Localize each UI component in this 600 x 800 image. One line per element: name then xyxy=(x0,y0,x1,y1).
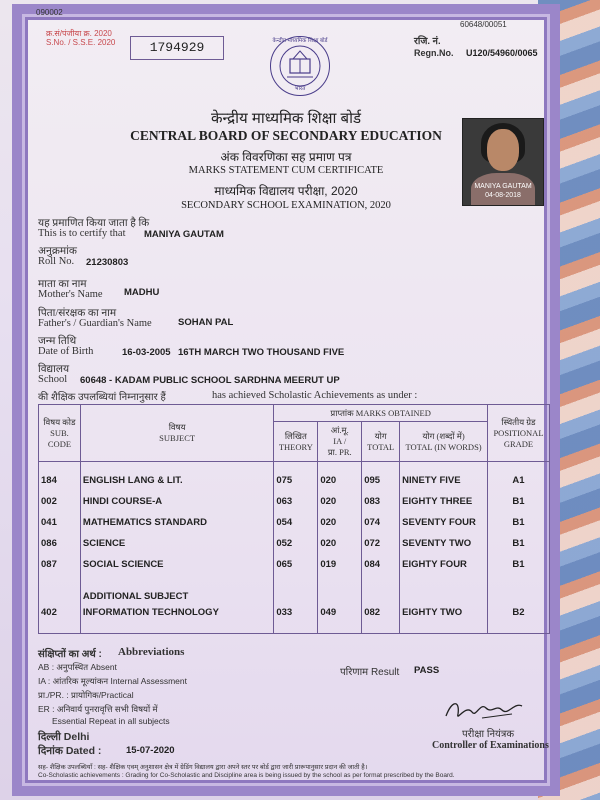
theory-marks: 033 xyxy=(274,602,318,623)
total-marks: 083 xyxy=(362,491,400,512)
achievement-intro-english: has achieved Scholastic Achievements as under : xyxy=(212,390,418,401)
ia-marks xyxy=(318,575,362,602)
father-label-english: Father's / Guardian's Name xyxy=(38,318,152,329)
positional-grade: B1 xyxy=(487,533,549,554)
total-in-words: SEVENTY TWO xyxy=(400,533,488,554)
regn-label-english: Regn.No. xyxy=(414,48,454,58)
positional-grade: A1 xyxy=(487,470,549,491)
father-label-hindi: पिता/संरक्षक का नाम xyxy=(38,308,117,319)
sub-code: 087 xyxy=(39,554,81,575)
table-row xyxy=(39,575,550,602)
controller-title-english: Controller of Examinations xyxy=(432,740,549,751)
controller-signature-icon xyxy=(442,694,532,724)
col-header-grade: स्थितीय ग्रेड POSITIONAL GRADE xyxy=(487,405,549,462)
photo-caption-name: MANIYA GAUTAM xyxy=(474,183,532,190)
roll-label-english: Roll No. xyxy=(38,256,75,267)
subject-name: SCIENCE xyxy=(80,533,273,554)
certify-label-hindi: यह प्रमाणित किया जाता है कि xyxy=(38,218,150,229)
theory-marks xyxy=(274,575,318,602)
abbr-absent: AB : अनुपस्थित Absent xyxy=(38,662,117,672)
seal-text: केन्द्रीय माध्यमिक शिक्षा बोर्ड xyxy=(272,38,328,44)
positional-grade: B1 xyxy=(487,512,549,533)
exam-name-hindi: माध्यमिक विद्यालय परीक्षा, 2020 xyxy=(214,184,358,198)
mother-label-english: Mother's Name xyxy=(38,289,103,300)
table-row xyxy=(39,533,550,554)
regn-label-hindi: रजि. नं. xyxy=(414,36,441,47)
total-in-words xyxy=(400,575,488,602)
col-header-marks-obtained: प्राप्तांक MARKS OBTAINED xyxy=(274,405,488,422)
serial-label-english: S.No. / S.S.E. 2020 xyxy=(46,38,116,47)
col-header-ia-pr: आं.मू. IA / प्रा. PR. xyxy=(318,422,362,462)
positional-grade: B1 xyxy=(487,491,549,512)
dob-label-hindi: जन्म तिथि xyxy=(38,336,77,347)
mother-name: MADHU xyxy=(124,287,160,298)
col-header-sub-code: विषय कोड SUB. CODE xyxy=(39,405,81,462)
table-row xyxy=(39,512,550,533)
ia-marks: 019 xyxy=(318,554,362,575)
abbreviations-title-english: Abbreviations xyxy=(118,646,185,658)
dob-in-words: 16TH MARCH TWO THOUSAND FIVE xyxy=(178,347,345,358)
abbr-internal-assessment: IA : आंतरिक मूल्यांकन Internal Assessment xyxy=(38,676,187,686)
subject-name: MATHEMATICS STANDARD xyxy=(80,512,273,533)
school-label-hindi: विद्यालय xyxy=(38,364,70,375)
theory-marks: 063 xyxy=(274,491,318,512)
abbr-essential-repeat: ER : अनिवार्य पुनरावृत्ति सभी विषयों में xyxy=(38,704,158,714)
serial-label-hindi: क्र.सं/पंजीया क्र. 2020 xyxy=(46,29,112,38)
table-row xyxy=(39,491,550,512)
serial-number: 1794929 xyxy=(130,36,224,60)
ia-marks: 020 xyxy=(318,470,362,491)
dob-label-english: Date of Birth xyxy=(38,346,94,357)
cbse-seal xyxy=(270,36,330,96)
abbr-practical: प्रा./PR. : प्रायोगिक/Practical xyxy=(38,690,134,700)
school-name: 60648 - KADAM PUBLIC SCHOOL SARDHNA MEERUT UP xyxy=(80,375,340,386)
sub-code: 184 xyxy=(39,470,81,491)
col-header-theory: लिखित THEORY xyxy=(274,422,318,462)
place-of-issue: दिल्ली Delhi xyxy=(38,731,90,743)
mother-label-hindi: माता का नाम xyxy=(38,279,87,290)
theory-marks: 065 xyxy=(274,554,318,575)
co-scholastic-note-english: Co-Scholastic achievements : Grading for Co-Scholastic and Discipline area is being issued by the school as per format prescribed by the Board. xyxy=(38,772,455,779)
total-marks: 072 xyxy=(362,533,400,554)
student-name: MANIYA GAUTAM xyxy=(144,229,224,240)
registration-number: U120/54960/0065 xyxy=(466,48,538,58)
sub-code: 041 xyxy=(39,512,81,533)
subject-name: ENGLISH LANG & LIT. xyxy=(80,470,273,491)
board-name-english: CENTRAL BOARD OF SECONDARY EDUCATION xyxy=(130,128,442,143)
school-label-english: School xyxy=(38,374,68,385)
col-header-total: योग TOTAL xyxy=(362,422,400,462)
total-in-words: NINETY FIVE xyxy=(400,470,488,491)
sub-code: 402 xyxy=(39,602,81,623)
positional-grade xyxy=(487,575,549,602)
total-in-words: EIGHTY THREE xyxy=(400,491,488,512)
roll-number: 21230803 xyxy=(86,257,129,268)
positional-grade: B2 xyxy=(487,602,549,623)
ia-marks: 020 xyxy=(318,512,362,533)
result-value: PASS xyxy=(414,665,440,676)
theory-marks: 054 xyxy=(274,512,318,533)
table-row xyxy=(39,602,550,623)
certificate-title-english: MARKS STATEMENT CUM CERTIFICATE xyxy=(188,165,384,176)
certificate-title-hindi: अंक विवरणिका सह प्रमाण पत्र xyxy=(220,150,352,164)
abbreviations-title-hindi: संक्षिप्तों का अर्थ : xyxy=(38,649,102,660)
issue-date: 15-07-2020 xyxy=(126,745,175,756)
photo-caption-date: 04-08-2018 xyxy=(485,192,521,199)
subject-name: HINDI COURSE-A xyxy=(80,491,273,512)
subject-name: INFORMATION TECHNOLOGY xyxy=(80,602,273,623)
ia-marks: 020 xyxy=(318,533,362,554)
total-in-words: EIGHTY FOUR xyxy=(400,554,488,575)
table-row xyxy=(39,470,550,491)
father-name: SOHAN PAL xyxy=(178,317,234,328)
total-marks: 095 xyxy=(362,470,400,491)
sub-code xyxy=(39,575,81,602)
board-name-hindi: केन्द्रीय माध्यमिक शिक्षा बोर्ड xyxy=(211,110,361,127)
achievement-intro-hindi: की शैक्षिक उपलब्धियां निम्नानुसार हैं xyxy=(38,392,166,403)
total-marks: 084 xyxy=(362,554,400,575)
exam-name-english: SECONDARY SCHOOL EXAMINATION, 2020 xyxy=(181,200,391,211)
sub-code: 002 xyxy=(39,491,81,512)
top-left-code: 090002 xyxy=(36,8,63,17)
theory-marks: 052 xyxy=(274,533,318,554)
dob-value: 16-03-2005 xyxy=(122,347,171,358)
dated-label: दिनांक Dated : xyxy=(38,745,102,757)
total-in-words: SEVENTY FOUR xyxy=(400,512,488,533)
col-header-subject: विषय SUBJECT xyxy=(80,405,273,462)
total-marks: 074 xyxy=(362,512,400,533)
seal-bottom-text: भारत xyxy=(294,86,306,92)
positional-grade: B1 xyxy=(487,554,549,575)
marks-table xyxy=(38,404,550,634)
col-header-total-words: योग (शब्दों में) TOTAL (IN WORDS) xyxy=(400,422,488,462)
sub-code: 086 xyxy=(39,533,81,554)
ia-marks: 020 xyxy=(318,491,362,512)
co-scholastic-note-hindi: सह- शैक्षिक उपलब्धियाँ : सह- शैक्षिक एवम् अनुशासन क्षेत्र में ग्रेडिंग विद्यालय द्वारा अपने स्तर पर बोर्ड द्वारा जारी प्रारूपानुसार प्रदान की जाती है। xyxy=(38,764,368,771)
certify-label-english: This is to certify that xyxy=(38,228,126,239)
subject-name: ADDITIONAL SUBJECT xyxy=(80,575,273,602)
table-row xyxy=(39,554,550,575)
marks-certificate xyxy=(12,4,560,796)
roll-label-hindi: अनुक्रमांक xyxy=(38,246,77,257)
total-marks: 082 xyxy=(362,602,400,623)
result-label: परिणाम Result xyxy=(340,667,400,678)
student-photo xyxy=(462,118,544,206)
ia-marks: 049 xyxy=(318,602,362,623)
top-right-code: 60648/00051 xyxy=(460,20,507,29)
total-marks xyxy=(362,575,400,602)
subject-name: SOCIAL SCIENCE xyxy=(80,554,273,575)
controller-title-hindi: परीक्षा नियंत्रक xyxy=(462,729,515,740)
theory-marks: 075 xyxy=(274,470,318,491)
total-in-words: EIGHTY TWO xyxy=(400,602,488,623)
abbr-essential-repeat-english: Essential Repeat in all subjects xyxy=(52,716,170,726)
